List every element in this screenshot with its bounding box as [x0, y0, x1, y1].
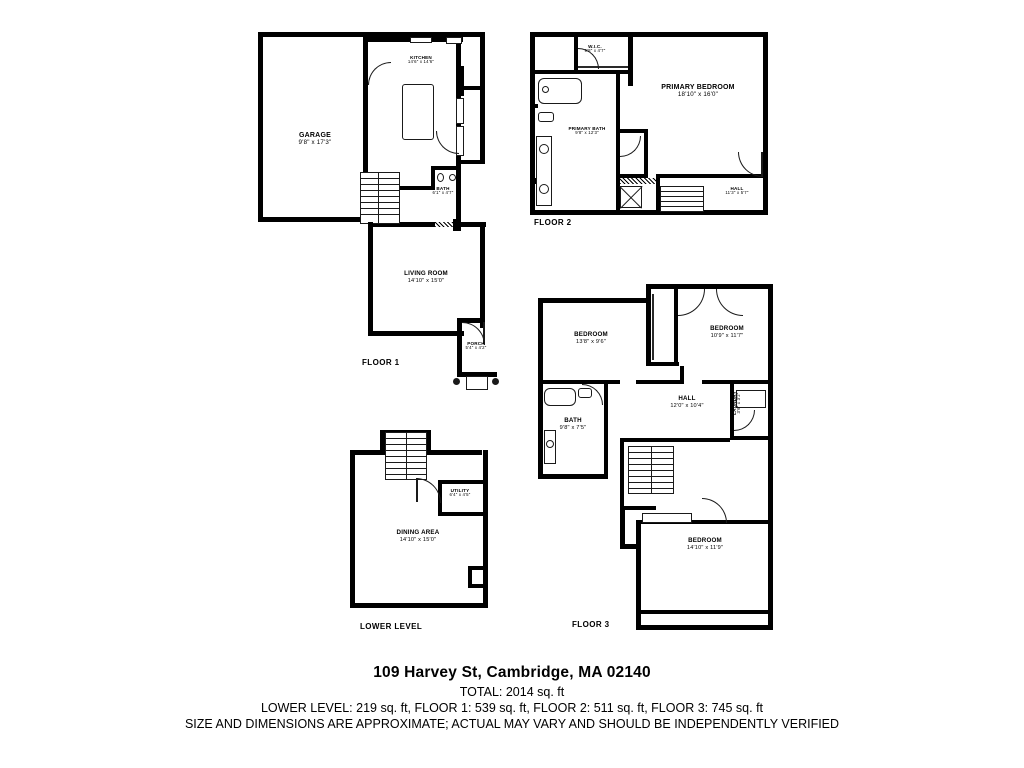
toilet-fixture	[538, 112, 554, 122]
wall	[628, 32, 633, 86]
toilet-fixture	[437, 173, 444, 182]
floor-caption-lower: LOWER LEVEL	[360, 622, 423, 631]
refrigerator-fixture	[456, 98, 464, 124]
door-swing	[436, 131, 459, 154]
wall	[636, 380, 684, 384]
door-swing	[702, 498, 727, 523]
wall	[644, 129, 648, 177]
range-fixture	[446, 37, 462, 44]
wall	[628, 32, 768, 37]
wall	[480, 222, 485, 328]
wall	[620, 506, 625, 548]
wall	[480, 86, 485, 164]
wall	[530, 32, 632, 37]
porch-post	[492, 378, 499, 385]
total-square-footage: TOTAL: 2014 sq. ft	[459, 685, 565, 699]
floor-plan-floor-1	[250, 26, 515, 371]
cabinet	[456, 66, 464, 96]
sink-fixture	[449, 174, 456, 181]
room-label-porch: PORCH 5'4" x 4'2"	[465, 341, 487, 351]
wall	[457, 160, 485, 164]
wall	[538, 298, 648, 303]
wall	[258, 217, 368, 222]
wall	[438, 512, 484, 516]
door-swing	[368, 62, 391, 85]
door-swing	[582, 384, 603, 405]
wall	[538, 474, 608, 479]
floor-caption-1: FLOOR 1	[362, 358, 400, 367]
room-label-dining-area: DINING AREA 14'10" x 15'0"	[396, 529, 440, 543]
wall	[468, 584, 484, 588]
door-swing	[716, 289, 743, 316]
wall	[640, 610, 768, 614]
door-swing	[620, 136, 641, 157]
wall	[368, 222, 373, 336]
wall	[768, 284, 773, 520]
wall	[620, 506, 656, 510]
room-label-bath: BATH 9'8" x 7'5"	[559, 417, 587, 431]
property-address: 109 Harvey St, Cambridge, MA 02140	[373, 664, 651, 681]
wall	[636, 625, 772, 630]
wall	[646, 304, 651, 366]
wall	[646, 284, 772, 289]
wall	[768, 520, 773, 630]
sink-fixture	[410, 37, 432, 43]
disclaimer-text: SIZE AND DIMENSIONS ARE APPROXIMATE; ACTUAL MAY VARY AND SHOULD BE INDEPENDENTLY VERIFIED	[184, 717, 840, 731]
room-label-utility: UTILITY 6'4" x 4'5"	[449, 488, 471, 498]
room-label-primary-bedroom: PRIMARY BEDROOM 18'10" x 16'0"	[661, 84, 735, 98]
wall	[438, 480, 484, 484]
room-label-bath: BATH 6'1" x 4'7"	[432, 186, 454, 196]
wall	[656, 174, 768, 178]
wall-hatch	[620, 178, 656, 184]
porch-step	[466, 376, 488, 390]
square-footage-breakdown: LOWER LEVEL: 219 sq. ft, FLOOR 1: 539 sq. ft, FLOOR 2: 511 sq. ft, FLOOR 3: 745 sq. ft	[260, 701, 764, 715]
sink-fixture	[539, 184, 549, 194]
sink-fixture	[546, 440, 554, 448]
floor-plan-floor-3	[516, 280, 796, 635]
staircase	[660, 186, 704, 212]
room-label-bedroom-1: BEDROOM 13'8" x 9'6"	[574, 331, 608, 345]
wall	[730, 436, 772, 440]
closet-fixture	[642, 513, 692, 523]
room-label-laundry: LAUNDRY 3'6" x 3'2"	[732, 391, 742, 415]
wall	[431, 166, 459, 170]
wall	[680, 366, 684, 384]
wall	[530, 104, 538, 108]
porch-post	[453, 378, 460, 385]
floor-caption-2: FLOOR 2	[534, 218, 572, 227]
room-label-garage: GARAGE 9'8" x 17'3"	[298, 132, 332, 146]
sheet-footer	[0, 664, 1024, 731]
room-label-bedroom-2: BEDROOM 10'9" x 11'7"	[710, 325, 744, 339]
wall	[530, 210, 636, 215]
wall	[368, 331, 464, 336]
bathtub-fixture	[544, 388, 576, 406]
floor-plan-lower-level	[340, 420, 540, 635]
room-label-living-room: LIVING ROOM 14'10" x 15'0"	[404, 270, 448, 284]
room-label-kitchen: KITCHEN 14'6" x 14'6"	[407, 55, 435, 65]
room-label-primary-bath: PRIMARY BATH 9'8" x 12'3"	[568, 126, 606, 136]
door-swing	[678, 289, 705, 316]
room-label-hall: HALL 12'0" x 10'4"	[670, 395, 704, 409]
wall	[453, 219, 461, 231]
wall	[350, 603, 488, 608]
room-label-bedroom-3: BEDROOM 14'10" x 11'9"	[686, 537, 724, 551]
room-label-hall: HALL 11'3" x 5'7"	[725, 186, 749, 196]
closet-shelf	[652, 294, 654, 360]
staircase	[360, 172, 400, 224]
wall	[620, 440, 624, 506]
wall	[530, 32, 535, 215]
floor-caption-3: FLOOR 3	[572, 620, 610, 629]
kitchen-island	[402, 84, 434, 140]
wall	[258, 32, 263, 222]
wall	[651, 362, 679, 366]
wall	[480, 32, 485, 92]
room-label-wic: W.I.C. 9'8" x 4'7"	[584, 44, 606, 54]
tub-drain	[542, 86, 549, 93]
wall	[620, 438, 730, 442]
floor-plan-floor-2	[516, 26, 781, 241]
wall	[350, 450, 355, 608]
sink-fixture	[539, 144, 549, 154]
